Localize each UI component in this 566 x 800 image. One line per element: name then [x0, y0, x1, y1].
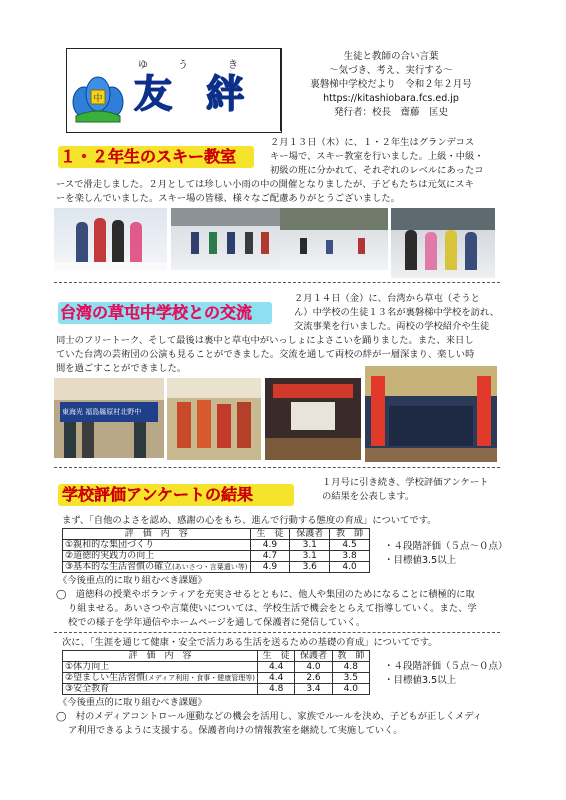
student-score: 4.4	[257, 673, 294, 684]
table-header-row	[63, 529, 370, 540]
row-note: (メディア利用・食事・健康管理等)	[145, 674, 255, 682]
target-note: ・目標値3.5以上	[384, 555, 457, 566]
row-label: ①体力向上	[63, 662, 258, 673]
teacher-score: 4.5	[330, 540, 370, 551]
table-row	[63, 562, 370, 573]
row-label: ②望ましい生活習慣(メディア利用・食事・健康管理等)	[63, 673, 258, 684]
row-label: ③安全教育	[63, 684, 258, 695]
ski-photo-group	[54, 208, 167, 270]
header-teacher: 教 師	[332, 651, 369, 662]
row-label: ①親和的な集団づくり	[63, 540, 251, 551]
title-char-kizuna: 絆	[206, 72, 245, 116]
taiwan-text-line: 同士のフリートーク、そして最後は裏中と草屯中がいっしょによさこいを踊りました。また、来日し	[56, 335, 474, 346]
header-parent: 保護者	[290, 529, 330, 540]
priority-line: ア利用できるように支援する。保護者向けの情報教室を継続して実施していく。	[68, 725, 403, 736]
priority-line: ◯ 道徳科の授業やボランティアを充実させるとともに、他人や集団のためになることに積極的に取	[56, 589, 475, 600]
header-parent: 保護者	[295, 651, 332, 662]
priority-line: 校での様子を学年通信やホームページを通して保護者に発信していく。	[68, 617, 366, 628]
ski-photo-line	[171, 208, 281, 270]
ski-text-line: ２月１３日（木）に、１・２年生はグランデコス	[270, 137, 475, 148]
section-heading-ski: １・２年生のスキー教室	[60, 147, 237, 166]
priority-line: ◯ 村のメディアコントロール運動などの機会を活用し、家族でルールを決め、子どもが正しくメディ	[56, 711, 483, 722]
taiwan-text-line: 間を過ごすことができました。	[56, 363, 187, 374]
student-score: 4.9	[250, 562, 290, 573]
ski-photo-staff	[391, 208, 495, 278]
school-emblem-icon	[70, 74, 126, 124]
table-row	[63, 673, 370, 684]
table-row	[63, 684, 370, 695]
student-score: 4.8	[257, 684, 294, 695]
ruby-yu: ゆ	[138, 60, 150, 71]
scale-note: ・４段階評価（５点～０点）	[384, 661, 508, 672]
issue-line: 裏磐梯中学校だより 令和２年２月号	[310, 79, 472, 90]
teacher-score: 4.0	[332, 684, 369, 695]
taiwan-text-line: ２月１４日（金）に、台湾から草屯（そうと	[294, 293, 480, 304]
taiwan-text-line: ん）中学校の生徒１３名が裏磐梯中学校を訪れ、	[294, 307, 500, 318]
table-row	[63, 540, 370, 551]
masthead-divider	[280, 48, 282, 131]
ski-text-line: 初級の班に分かれて、それぞれのレベルにあったコ	[270, 165, 484, 176]
ruby-u: う	[178, 60, 190, 71]
row-label: ③基本的な生活習慣の確立(あいさつ・言葉遣い等)	[63, 562, 251, 573]
header-item: 評 価 内 容	[63, 529, 251, 540]
survey-table-2	[62, 650, 370, 695]
publisher-line: 発行者：校長 齋藤 匡史	[333, 107, 448, 118]
table-header-row	[63, 651, 370, 662]
header-student: 生 徒	[257, 651, 294, 662]
teacher-score: 4.8	[332, 662, 369, 673]
priority-label: 《今後重点的に取り組むべき課題》	[58, 575, 207, 586]
teacher-score: 3.5	[332, 673, 369, 684]
taiwan-text-line: ていた台湾の芸術団の公演も見ることができました。交流を通して両校の絆が一層深まり、楽しい時	[56, 349, 475, 360]
website-url: https://kitashiobara.fcs.ed.jp	[323, 93, 459, 104]
banner-text: 東海光 福島縣原村北野中	[62, 408, 142, 416]
masthead-info	[283, 50, 499, 120]
teacher-score: 3.8	[330, 551, 370, 562]
row-note: (あいさつ・言葉遣い等)	[172, 563, 248, 571]
section-heading-taiwan: 台湾の草屯中学校との交流	[60, 303, 253, 322]
parent-score: 3.4	[295, 684, 332, 695]
taiwan-text-line: 交流事業を行いました。両校の学校紹介や生徒	[294, 321, 490, 332]
target-note: ・目標値3.5以上	[384, 675, 457, 686]
title-char-yuu: 友	[134, 72, 173, 116]
parent-score: 3.6	[290, 562, 330, 573]
header-teacher: 教 師	[330, 529, 370, 540]
survey-intro-line: １月号に引き続き、学校評価アンケート	[322, 477, 489, 488]
row-label: ②道徳的実践力の向上	[63, 551, 251, 562]
priority-label: 《今後重点的に取り組むべき課題》	[58, 697, 207, 708]
parent-score: 4.0	[295, 662, 332, 673]
ski-text-line: ーを楽しんでいました。スキー場の皆様、様々なご配慮ありがとうございました。	[56, 193, 400, 204]
student-score: 4.9	[250, 540, 290, 551]
section-heading-survey: 学校評価アンケートの結果	[62, 485, 254, 504]
section-divider	[54, 467, 500, 468]
section-divider	[54, 632, 500, 633]
header-student: 生 徒	[250, 529, 290, 540]
motto-line: 生徒と教師の合い言葉	[343, 51, 439, 62]
survey-table-1	[62, 528, 370, 573]
table-row	[63, 551, 370, 562]
ski-text-line: キー場で、スキー教室を行いました。上級・中級・	[270, 151, 484, 162]
survey-intro-line: の結果を公表します。	[322, 491, 415, 502]
ski-text-line: ースで滑走しました。２月としては珍しい小雨の中の開催となりましたが、子どもたちは元気にスキ	[56, 179, 474, 190]
motto-subline: ～気づき、考え、実行する～	[329, 65, 453, 76]
priority-line: り組ませる。あいさつや言葉使いについては、学校生活で機会をとらえて指導していく。また、学	[68, 603, 477, 614]
ruby-ki: き	[228, 60, 240, 71]
taiwan-photo-stage	[265, 378, 361, 460]
parent-score: 2.6	[295, 673, 332, 684]
taiwan-photo-banner	[54, 378, 164, 458]
teacher-score: 4.0	[330, 562, 370, 573]
student-score: 4.7	[250, 551, 290, 562]
header-item: 評 価 内 容	[63, 651, 258, 662]
ski-photo-slope	[280, 208, 388, 270]
survey-part2-lead: 次に、「生涯を通じて健康・安全で活力ある生活を送るための基礎の育成」についてです。	[62, 637, 438, 648]
parent-score: 3.1	[290, 540, 330, 551]
student-score: 4.4	[257, 662, 294, 673]
taiwan-photo-dance	[167, 378, 261, 460]
svg-text:中: 中	[93, 94, 103, 104]
section-divider	[54, 282, 500, 283]
table-row	[63, 662, 370, 673]
survey-part1-lead: まず、「自他のよさを認め、感謝の心をもち、進んで行動する態度の育成」についてです。	[62, 515, 437, 526]
taiwan-photo-group	[365, 366, 497, 462]
scale-note: ・４段階評価（５点～０点）	[384, 541, 508, 552]
parent-score: 3.1	[290, 551, 330, 562]
